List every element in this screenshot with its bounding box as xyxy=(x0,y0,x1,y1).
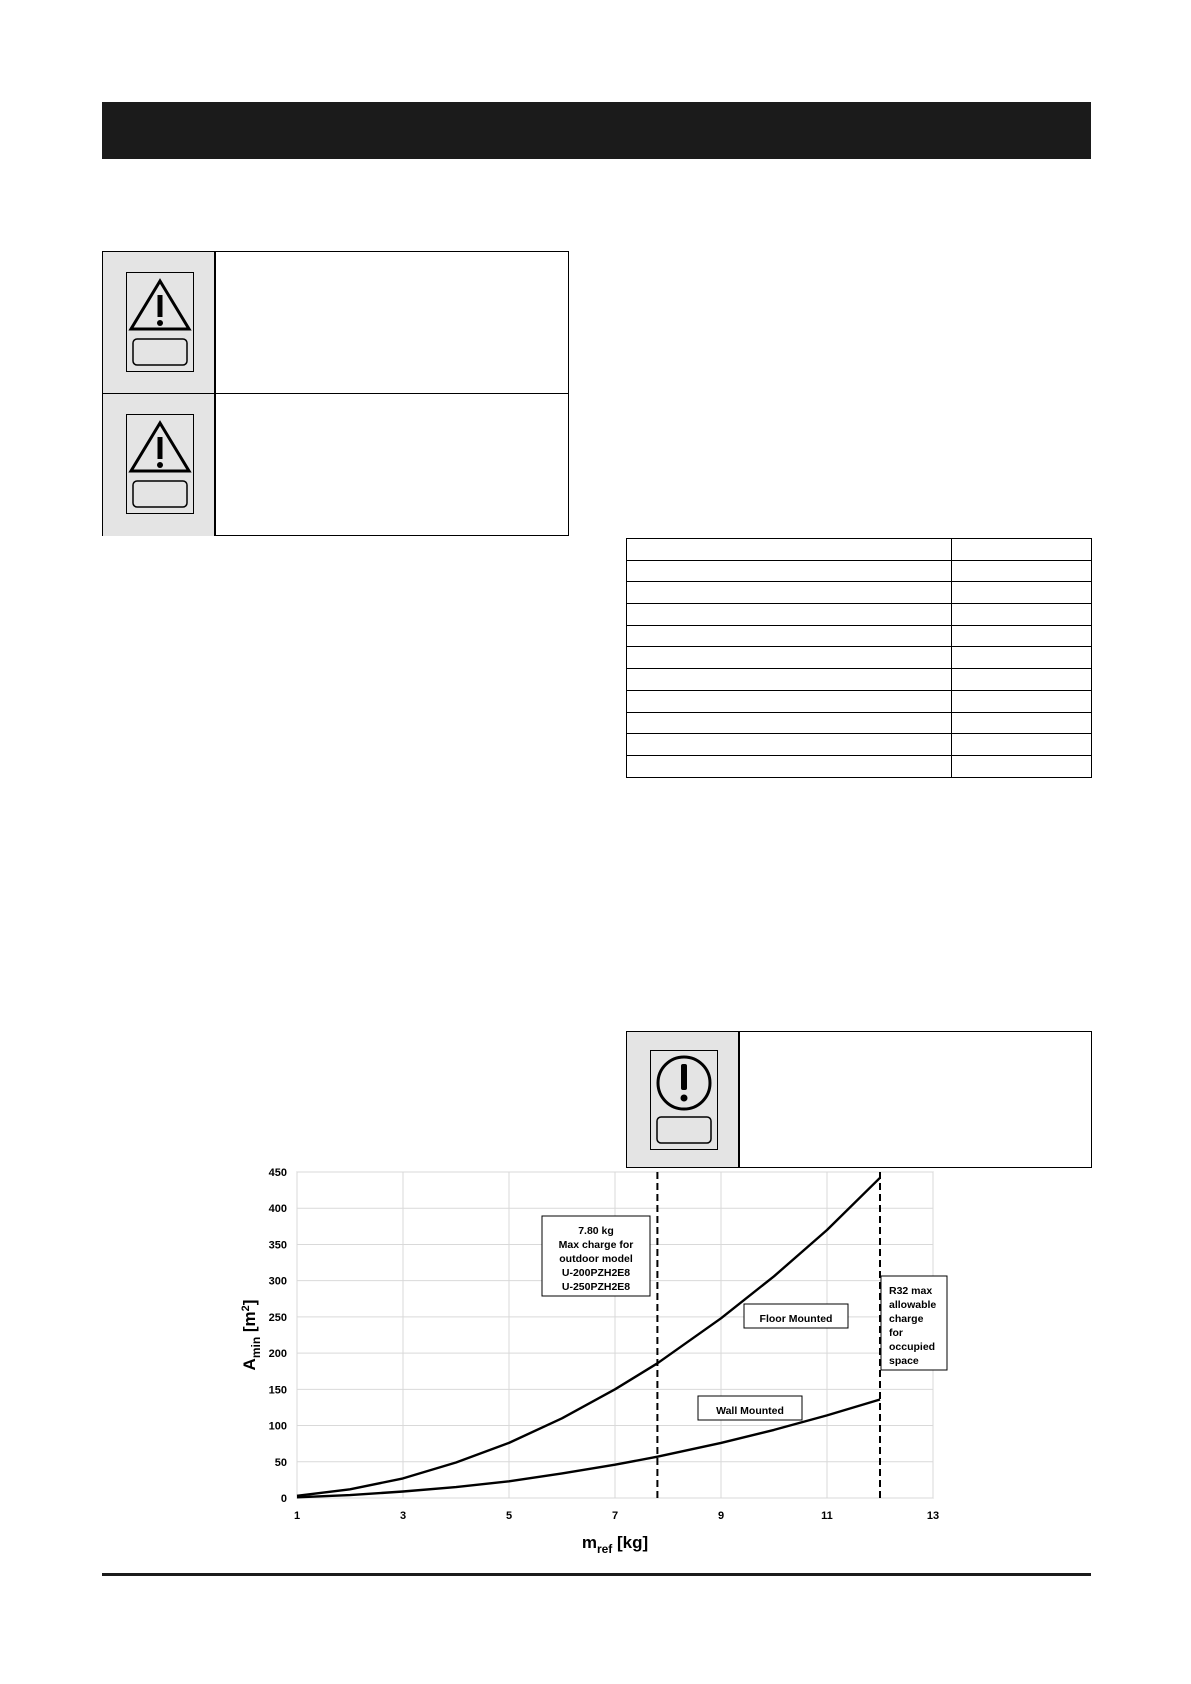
y-tick-label: 450 xyxy=(268,1167,287,1179)
table-row xyxy=(627,604,1092,626)
max-charge-annotation-text: 7.80 kg xyxy=(578,1225,614,1237)
table-row xyxy=(627,755,1092,777)
y-axis-label: $A_{min}$ $[m^2]$ xyxy=(240,1299,263,1371)
r32-max-annotation-text: occupied xyxy=(889,1341,936,1353)
caution-text xyxy=(740,1032,1091,1167)
warning-row-1 xyxy=(103,252,568,394)
table-row xyxy=(627,690,1092,712)
x-axis-label: $m_{ref}$ [kg] xyxy=(581,1533,649,1556)
y-tick-label: 150 xyxy=(268,1384,287,1397)
caution-icon-cell xyxy=(627,1032,740,1167)
warning-icon-cell xyxy=(103,252,216,393)
y-tick-label: 300 xyxy=(268,1275,287,1288)
table-row xyxy=(627,669,1092,691)
table-row xyxy=(627,647,1092,669)
warning-icon-cell xyxy=(103,394,216,536)
x-tick-label: 7 xyxy=(611,1510,619,1522)
r32-max-annotation-text: charge xyxy=(889,1313,924,1325)
max-charge-annotation-text: outdoor model xyxy=(559,1253,633,1265)
max-charge-annotation-text: U-200PZH2E8 xyxy=(561,1267,631,1279)
x-tick-label: 9 xyxy=(717,1510,725,1522)
y-tick-label: 100 xyxy=(268,1420,287,1433)
y-tick-label: 400 xyxy=(268,1203,287,1216)
y-tick-label: 0 xyxy=(280,1493,287,1505)
y-tick-label: 250 xyxy=(268,1311,287,1324)
warning-text-2 xyxy=(216,394,568,536)
x-tick-label: 1 xyxy=(293,1510,301,1522)
x-tick-label: 11 xyxy=(821,1510,833,1522)
caution-row xyxy=(627,1032,1091,1167)
floor-mounted-label-text: Floor Mounted xyxy=(759,1313,833,1325)
section-header-bar xyxy=(102,102,1091,159)
footer-rule xyxy=(102,1573,1091,1576)
caution-box xyxy=(626,1031,1092,1168)
r32-max-annotation-text: space xyxy=(889,1355,919,1367)
warning-table xyxy=(102,251,569,536)
table-row xyxy=(627,625,1092,647)
r32-max-annotation-text: R32 max xyxy=(889,1285,933,1297)
x-tick-label: 13 xyxy=(926,1510,940,1522)
table-row xyxy=(627,582,1092,604)
x-tick-label: 3 xyxy=(399,1510,407,1522)
max-charge-annotation-text: Max charge for xyxy=(558,1239,634,1251)
y-tick-label: 50 xyxy=(274,1456,287,1469)
table-row xyxy=(627,539,1092,561)
y-tick-label: 200 xyxy=(268,1348,287,1361)
warning-text-1 xyxy=(216,252,568,393)
x-tick-label: 5 xyxy=(505,1510,513,1522)
warning-triangle-icon xyxy=(126,272,194,372)
table-row xyxy=(627,712,1092,734)
warning-row-2 xyxy=(103,394,568,536)
max-charge-annotation-text: U-250PZH2E8 xyxy=(561,1281,631,1293)
y-tick-label: 350 xyxy=(268,1239,287,1252)
caution-exclamation-icon xyxy=(650,1050,718,1150)
r32-max-annotation-text: allowable xyxy=(889,1299,937,1311)
wall-mounted-label-text: Wall Mounted xyxy=(716,1405,784,1417)
warning-triangle-icon xyxy=(126,414,194,514)
table-row xyxy=(627,560,1092,582)
minimum-area-chart xyxy=(230,1162,970,1562)
table-row xyxy=(627,734,1092,756)
r32-max-annotation-text: for xyxy=(889,1327,903,1339)
data-table xyxy=(626,538,1092,778)
